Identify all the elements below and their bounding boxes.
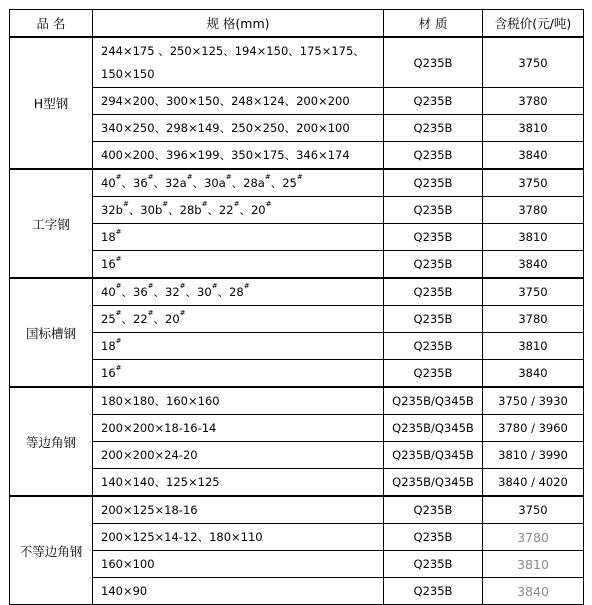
table-header <box>10 10 584 38</box>
grade-mark: # <box>179 309 186 317</box>
grade-mark: # <box>115 337 122 345</box>
price-cell: 3780 <box>483 88 584 115</box>
table-row <box>10 415 584 442</box>
table-row <box>10 169 584 197</box>
product-group <box>10 496 584 605</box>
grade-mark: # <box>115 255 122 263</box>
price-cell: 3780 <box>483 306 584 333</box>
product-group <box>10 169 584 278</box>
table-row <box>10 224 584 251</box>
grade-mark: # <box>265 200 272 208</box>
price-cell: 3750 <box>483 496 584 524</box>
table-row <box>10 496 584 524</box>
price-cell: 3810 <box>483 551 584 578</box>
grade-mark: # <box>147 309 154 317</box>
grade-mark: # <box>243 282 250 290</box>
category-cell: H型钢 <box>10 37 93 169</box>
spec-cell: 40#、36#、32#、30#、28# <box>93 278 384 306</box>
spec-cell: 140×90 <box>93 578 384 605</box>
table-row <box>10 251 584 279</box>
price-cell: 3840 <box>483 142 584 170</box>
grade-mark: # <box>115 282 122 290</box>
material-cell: Q235B/Q345B <box>384 415 483 442</box>
price-cell: 3750 <box>483 37 584 88</box>
price-cell: 3750 <box>483 169 584 197</box>
material-cell: Q235B <box>384 360 483 388</box>
table-row <box>10 524 584 551</box>
material-cell: Q235B <box>384 37 483 88</box>
price-cell: 3780 <box>483 197 584 224</box>
grade-mark: # <box>211 282 218 290</box>
material-cell: Q235B <box>384 251 483 279</box>
grade-mark: # <box>186 173 193 181</box>
material-cell: Q235B <box>384 278 483 306</box>
spec-cell: 40#、36#、32a#、30a#、28a#、25# <box>93 169 384 197</box>
table-row <box>10 88 584 115</box>
grade-mark: # <box>296 173 303 181</box>
spec-cell: 200×200×18-16-14 <box>93 415 384 442</box>
material-cell: Q235B/Q345B <box>384 442 483 469</box>
table-row <box>10 551 584 578</box>
grade-mark: # <box>147 282 154 290</box>
table-row <box>10 115 584 142</box>
header-name: 品 名 <box>10 10 93 38</box>
material-cell: Q235B <box>384 88 483 115</box>
material-cell: Q235B <box>384 142 483 170</box>
spec-cell: 200×125×18-16 <box>93 496 384 524</box>
spec-cell: 18# <box>93 333 384 360</box>
product-group <box>10 278 584 387</box>
table-row <box>10 469 584 497</box>
grade-mark: # <box>115 309 122 317</box>
steel-price-table <box>9 9 584 605</box>
price-cell: 3840 <box>483 251 584 279</box>
price-cell: 3750 <box>483 278 584 306</box>
category-cell: 等边角钢 <box>10 387 93 496</box>
header-spec: 规 格(mm) <box>93 10 384 38</box>
header-price: 含税价(元/吨) <box>483 10 584 38</box>
price-cell: 3840 / 4020 <box>483 469 584 497</box>
price-cell: 3810 <box>483 333 584 360</box>
spec-cell: 180×180、160×160 <box>93 387 384 415</box>
table-row <box>10 278 584 306</box>
material-cell: Q235B <box>384 169 483 197</box>
grade-mark: # <box>115 228 122 236</box>
grade-mark: # <box>147 173 154 181</box>
material-cell: Q235B <box>384 524 483 551</box>
material-cell: Q235B <box>384 333 483 360</box>
spec-cell: 294×200、300×150、248×124、200×200 <box>93 88 384 115</box>
grade-mark: # <box>225 173 232 181</box>
price-cell: 3750 / 3930 <box>483 387 584 415</box>
spec-cell: 200×125×14-12、180×110 <box>93 524 384 551</box>
product-group <box>10 387 584 496</box>
category-cell: 不等边角钢 <box>10 496 93 605</box>
grade-mark: # <box>115 364 122 372</box>
spec-cell: 400×200、396×199、350×175、346×174 <box>93 142 384 170</box>
material-cell: Q235B <box>384 578 483 605</box>
grade-mark: # <box>115 173 122 181</box>
header-row <box>10 10 584 38</box>
spec-cell: 32b#、30b#、28b#、22#、20# <box>93 197 384 224</box>
price-cell: 3810 <box>483 224 584 251</box>
grade-mark: # <box>201 200 208 208</box>
product-group <box>10 37 584 169</box>
grade-mark: # <box>179 282 186 290</box>
material-cell: Q235B <box>384 551 483 578</box>
spec-cell: 16# <box>93 360 384 388</box>
category-cell: 国标槽钢 <box>10 278 93 387</box>
material-cell: Q235B <box>384 197 483 224</box>
spec-cell: 200×200×24-20 <box>93 442 384 469</box>
table-row <box>10 306 584 333</box>
grade-mark: # <box>233 200 240 208</box>
material-cell: Q235B <box>384 224 483 251</box>
spec-cell: 18# <box>93 224 384 251</box>
table-row <box>10 37 584 88</box>
material-cell: Q235B <box>384 115 483 142</box>
material-cell: Q235B <box>384 306 483 333</box>
spec-cell: 25#、22#、20# <box>93 306 384 333</box>
table-row <box>10 387 584 415</box>
price-cell: 3780 / 3960 <box>483 415 584 442</box>
price-cell: 3810 <box>483 115 584 142</box>
price-cell: 3840 <box>483 578 584 605</box>
spec-cell: 140×140、125×125 <box>93 469 384 497</box>
table-row <box>10 442 584 469</box>
spec-cell: 160×100 <box>93 551 384 578</box>
grade-mark: # <box>162 200 169 208</box>
spec-cell: 340×250、298×149、250×250、200×100 <box>93 115 384 142</box>
grade-mark: # <box>264 173 271 181</box>
material-cell: Q235B/Q345B <box>384 387 483 415</box>
category-cell: 工字钢 <box>10 169 93 278</box>
material-cell: Q235B <box>384 496 483 524</box>
table-row <box>10 197 584 224</box>
price-cell: 3810 / 3990 <box>483 442 584 469</box>
table-row <box>10 360 584 388</box>
header-material: 材 质 <box>384 10 483 38</box>
table-row <box>10 333 584 360</box>
price-cell: 3780 <box>483 524 584 551</box>
spec-cell: 16# <box>93 251 384 279</box>
material-cell: Q235B/Q345B <box>384 469 483 497</box>
table-row <box>10 578 584 605</box>
grade-mark: # <box>122 200 129 208</box>
table-row <box>10 142 584 170</box>
price-cell: 3840 <box>483 360 584 388</box>
spec-cell: 244×175 、250×125、194×150、175×175、150×150 <box>93 37 384 88</box>
